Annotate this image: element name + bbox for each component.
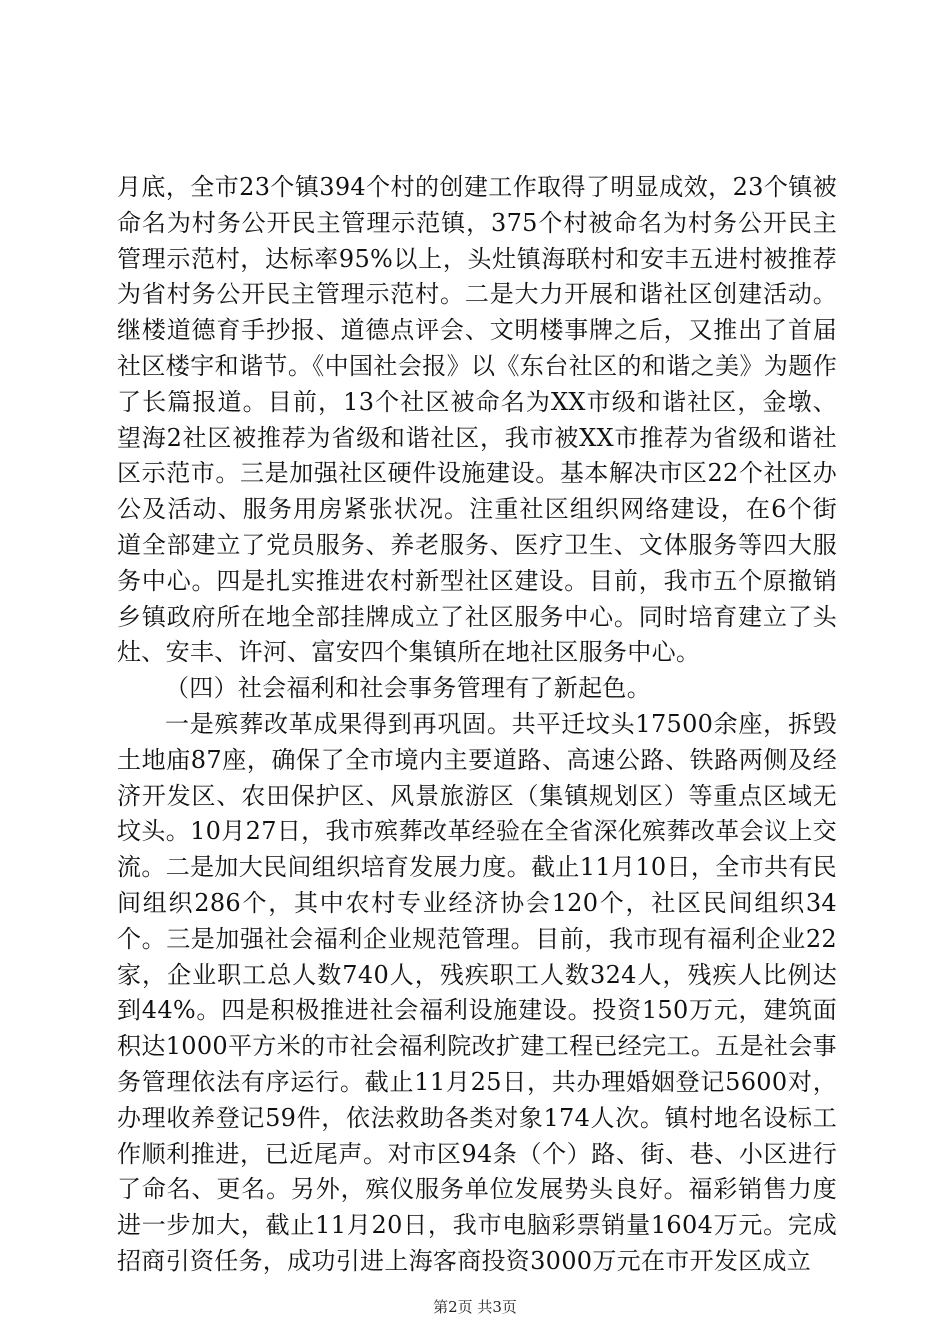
page-footer: 第2页 共3页 <box>433 1298 517 1316</box>
document-body <box>117 170 837 1280</box>
paragraph-continuation: 月底，全市23个镇394个村的创建工作取得了明显成效，23个镇被命名为村务公开民主管理示范镇，375个村被命名为村务公开民主管理示范村，达标率95%以上，头灶镇海联村和安丰五进村被推荐为省村务公开民主管理示范村。二是大力开展和谐社区创建活动。继楼道德育手抄报、道德点评会、文明楼事牌之后，又推出了首届社区楼宇和谐节。《中国社会报》以《东台社区的和谐之美》为题作了长篇报道。目前，13个社区被命名为XX市级和谐社区，金墩、望海2社区被推荐为省级和谐社区，我市被XX市推荐为省级和谐社区示范市。三是加强社区硬件设施建设。基本解决市区22个社区办公及活动、服务用房紧张状况。注重社区组织网络建设，在6个街道全部建立了党员服务、养老服务、医疗卫生、文体服务等四大服务中心。四是扎实推进农村新型社区建设。目前，我市五个原撤销乡镇政府所在地全部挂牌成立了社区服务中心。同时培育建立了头灶、安丰、许河、富安四个集镇所在地社区服务中心。 <box>117 173 837 667</box>
section-heading: （四）社会福利和社会事务管理有了新起色。 <box>165 674 651 703</box>
paragraph-welfare: 一是殡葬改革成果得到再巩固。共平迁坟头17500余座，拆毁土地庙87座，确保了全市境内主要道路、高速公路、铁路两侧及经济开发区、农田保护区、风景旅游区（集镇规划区）等重点区域无坟头。10月27日，我市殡葬改革经验在全省深化殡葬改革会议上交流。二是加大民间组织培育发展力度。截止11月10日，全市共有民间组织286个，其中农村专业经济协会120个，社区民间组织34个。三是加强社会福利企业规范管理。目前，我市现有福利企业22家，企业职工总人数740人，残疾职工人数324人，残疾人比例达到44%。四是积极推进社会福利设施建设。投资150万元，建筑面积达1000平方米的市社会福利院改扩建工程已经完工。五是社会事务管理依法有序运行。截止11月25日，共办理婚姻登记5600对，办理收养登记59件，依法救助各类对象174人次。镇村地名设标工作顺利推进，已近尾声。对市区94条（个）路、街、巷、小区进行了命名、更名。另外，殡仪服务单位发展势头良好。福彩销售力度进一步加大，截止11月20日，我市电脑彩票销量1604万元。完成招商引资任务，成功引进上海客商投资3000万元在市开发区成立 <box>117 709 837 1275</box>
